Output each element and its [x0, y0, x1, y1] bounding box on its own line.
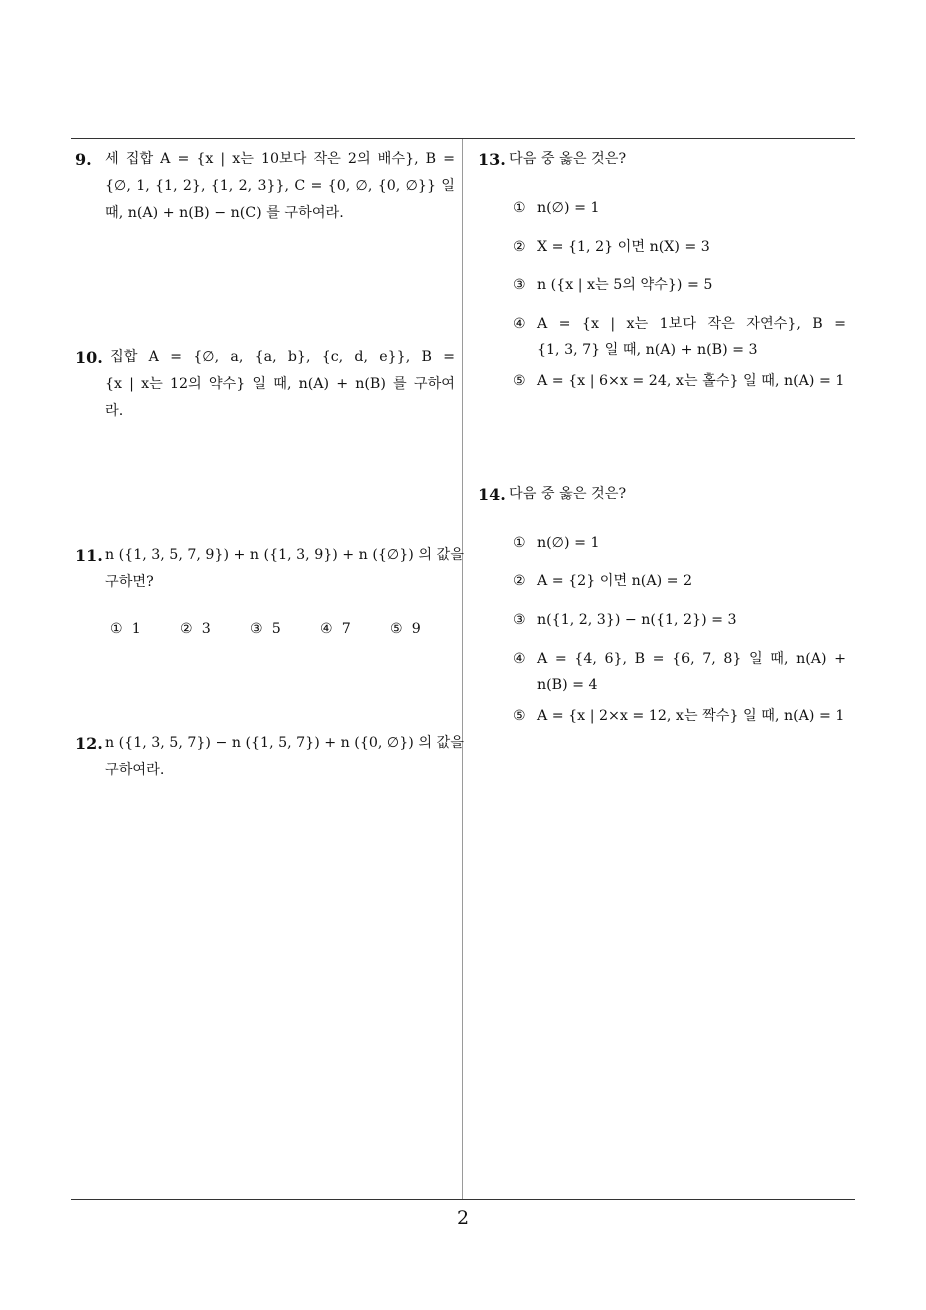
choice-text: A = {x | x는 1보다 작은 자연수}, B = [537, 316, 846, 332]
problem-13 [478, 146, 848, 173]
choice-mark: ③ [513, 277, 526, 293]
problem-11 [75, 542, 464, 596]
problem-text-line: 라. [105, 403, 124, 419]
problem-number: 14. [478, 485, 506, 504]
answer-choice[interactable] [250, 621, 281, 637]
problem-text-line: 구하여라. [105, 762, 165, 778]
answer-choice[interactable] [513, 311, 846, 338]
answer-choice[interactable] [513, 530, 600, 557]
choice-text: n(∅) = 1 [537, 200, 600, 216]
problem-stem: 다음 중 옳은 것은? [509, 486, 627, 502]
choice-mark: ④ [513, 651, 526, 667]
choice-text: 3 [201, 621, 211, 637]
problem-11-choices [110, 621, 450, 641]
answer-choice[interactable] [513, 646, 846, 673]
answer-choice[interactable] [513, 703, 844, 730]
answer-choice[interactable] [390, 621, 421, 637]
problem-number: 12. [75, 734, 103, 753]
problem-text-line: n ({1, 3, 5, 7}) − n ({1, 5, 7}) + n ({0, ∅}) 의 값을 [105, 735, 464, 751]
problem-text-line: {∅, 1, {1, 2}, {1, 2, 3}}, C = {0, ∅, {0, ∅}} 일 [105, 178, 455, 194]
choice-mark: ⑤ [513, 373, 526, 389]
choice-mark: ⑤ [513, 708, 526, 724]
answer-choice[interactable] [513, 607, 737, 634]
choice-mark: ① [513, 200, 526, 216]
problem-number: 9. [75, 150, 92, 169]
problem-text-line: n ({1, 3, 5, 7, 9}) + n ({1, 3, 9}) + n ({∅}) 의 값을 [105, 547, 464, 563]
page-number: 2 [456, 1207, 470, 1229]
choice-text: A = {2} 이면 n(A) = 2 [537, 573, 693, 589]
problem-10 [75, 344, 455, 425]
choice-text: A = {x | 6×x = 24, x는 홀수} 일 때, n(A) = 1 [537, 373, 845, 389]
choice-text: X = {1, 2} 이면 n(X) = 3 [537, 239, 710, 255]
problem-12 [75, 730, 464, 784]
choice-text: n(∅) = 1 [537, 535, 600, 551]
problem-14 [478, 481, 848, 508]
choice-mark: ④ [513, 316, 526, 332]
choice-mark: ② [513, 239, 526, 255]
choice-continuation: n(B) = 4 [537, 677, 598, 693]
choice-mark: ② [513, 573, 526, 589]
problem-number: 11. [75, 546, 103, 565]
choice-mark: ② [180, 621, 193, 637]
choice-text: 5 [271, 621, 281, 637]
problem-text-line: 때, n(A) + n(B) − n(C) 를 구하여라. [105, 205, 344, 221]
top-rule [71, 138, 855, 139]
answer-choice[interactable] [513, 568, 692, 595]
answer-choice[interactable] [513, 195, 600, 222]
choice-mark: ③ [250, 621, 263, 637]
answer-choice[interactable] [110, 621, 141, 637]
choice-text: n({1, 2, 3}) − n({1, 2}) = 3 [537, 612, 737, 628]
problem-text-line: {x | x는 12의 약수} 일 때, n(A) + n(B) 를 구하여 [105, 376, 455, 392]
column-divider [462, 139, 463, 1199]
problem-text-line: 집합 A = {∅, a, {a, b}, {c, d, e}}, B = [110, 349, 455, 365]
choice-text: A = {x | 2×x = 12, x는 짝수} 일 때, n(A) = 1 [537, 708, 845, 724]
answer-choice[interactable] [513, 368, 844, 395]
choice-text: 1 [131, 621, 141, 637]
problem-number: 13. [478, 150, 506, 169]
choice-mark: ① [513, 535, 526, 551]
choice-mark: ⑤ [390, 621, 403, 637]
answer-choice[interactable] [513, 272, 712, 299]
answer-choice[interactable] [513, 234, 710, 261]
problem-9 [75, 146, 455, 227]
answer-choice[interactable] [320, 621, 351, 637]
problem-stem: 다음 중 옳은 것은? [509, 151, 627, 167]
choice-mark: ③ [513, 612, 526, 628]
bottom-rule [71, 1199, 855, 1200]
choice-continuation: {1, 3, 7} 일 때, n(A) + n(B) = 3 [537, 342, 758, 358]
choice-text: n ({x | x는 5의 약수}) = 5 [537, 277, 713, 293]
choice-text: 7 [341, 621, 351, 637]
choice-mark: ④ [320, 621, 333, 637]
problem-number: 10. [75, 348, 103, 367]
choice-mark: ① [110, 621, 123, 637]
problem-text-line: 세 집합 A = {x | x는 10보다 작은 2의 배수}, B = [105, 151, 455, 167]
problem-text-line: 구하면? [105, 574, 154, 590]
answer-choice[interactable] [180, 621, 211, 637]
choice-text: 9 [411, 621, 421, 637]
choice-text: A = {4, 6}, B = {6, 7, 8} 일 때, n(A) + [537, 651, 846, 667]
